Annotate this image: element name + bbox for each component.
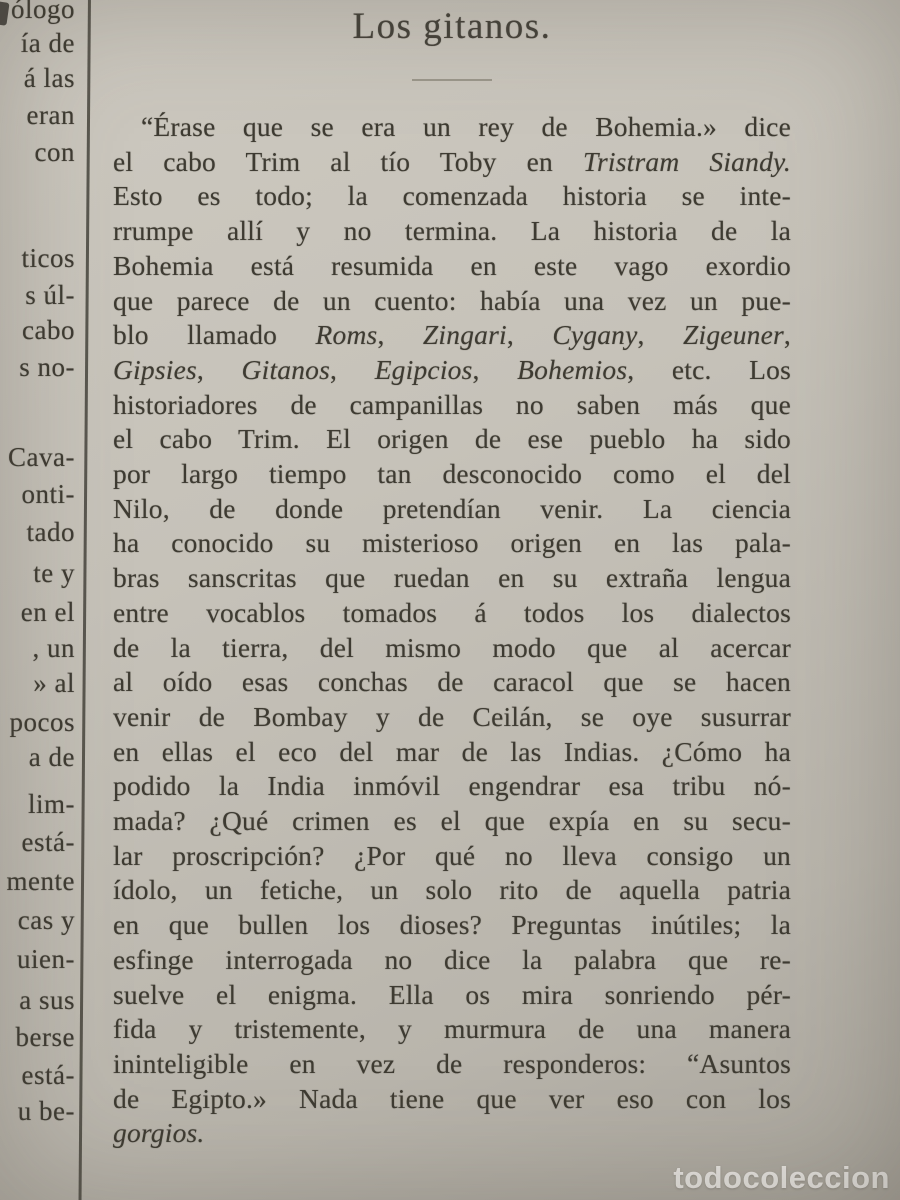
- left-column-fragment: ticos: [21, 243, 75, 273]
- text-line: ha conocido su misterioso origen en las pala-: [113, 527, 791, 559]
- left-column-fragment: te y: [33, 558, 75, 588]
- page-title: Los gitanos.: [352, 6, 552, 47]
- left-column-fragment: s úl-: [25, 280, 75, 310]
- text-line: bras sanscritas que ruedan en su extraña lengua: [113, 562, 791, 594]
- text-line: historiadores de campanillas no saben más que: [113, 388, 791, 420]
- title-separator-rule: [412, 79, 492, 81]
- text-line: que parece de un cuento: había una vez un pue-: [113, 284, 791, 316]
- left-column-fragment: pocos: [9, 707, 75, 737]
- paragraph: [113, 110, 791, 1151]
- text-line: ininteligible en vez de responderos: “Asuntos: [113, 1047, 791, 1079]
- text-line: Esto es todo; la comenzada historia se inte-: [113, 180, 791, 212]
- text-line: el cabo Trim al tío Toby en Tristram Siandy.: [113, 145, 791, 177]
- left-column-fragment: Cava-: [8, 442, 75, 472]
- left-column-fragment: a de: [28, 742, 75, 772]
- left-column-fragment: berse: [15, 1022, 75, 1052]
- text-line: suelve el enigma. Ella os mira sonriendo pér-: [113, 978, 791, 1010]
- text-line: podido la India inmóvil engendrar esa tribu nó-: [113, 770, 791, 802]
- text-line: Bohemia está resumida en este vago exordio: [113, 249, 791, 281]
- left-column-fragment: cabo: [22, 315, 75, 345]
- text-line: rrumpe allí y no termina. La historia de la: [113, 215, 791, 247]
- left-column-fragment: uien-: [17, 944, 75, 974]
- text-line: fida y tristemente, y murmura de una manera: [113, 1013, 791, 1045]
- column-divider-rule: [78, 0, 91, 1200]
- text-line: el cabo Trim. El origen de ese pueblo ha sido: [113, 423, 791, 455]
- text-line: al oído esas conchas de caracol que se hacen: [113, 666, 791, 698]
- left-column-fragment: en el: [20, 597, 75, 627]
- left-column-fragment: cas y: [17, 905, 75, 935]
- text-line: venir de Bombay y de Ceilán, se oye susurrar: [113, 700, 791, 732]
- left-column-fragment: s no-: [19, 352, 75, 382]
- text-line: en ellas el eco del mar de las Indias. ¿Cómo ha: [113, 735, 791, 767]
- left-column-fragment: a sus: [19, 985, 75, 1015]
- left-column-fragment: está-: [21, 827, 75, 857]
- left-column-fragment: , un: [32, 633, 75, 663]
- text-line: Nilo, de donde pretendían venir. La ciencia: [113, 492, 791, 524]
- left-column-fragment: ía de: [20, 28, 75, 58]
- left-column-fragment: con: [34, 137, 75, 167]
- left-column-fragment: eran: [26, 100, 75, 130]
- text-line: de Egipto.» Nada tiene que ver eso con los: [113, 1082, 791, 1114]
- text-line: esfinge interrogada no dice la palabra que re-: [113, 943, 791, 975]
- clipped-letter-mark: [0, 1, 10, 26]
- text-line: Gipsies, Gitanos, Egipcios, Bohemios, etc. Los: [113, 353, 791, 385]
- text-line: en que bullen los dioses? Preguntas inútiles; la: [113, 909, 791, 941]
- text-line: por largo tiempo tan desconocido como el del: [113, 458, 791, 490]
- left-column-fragment: onti-: [21, 479, 75, 509]
- left-column-fragment: mente: [6, 866, 75, 896]
- text-line: mada? ¿Qué crimen es el que expía en su secu-: [113, 805, 791, 837]
- left-column-fragment: u be-: [17, 1096, 75, 1126]
- text-line: entre vocablos tomados á todos los dialectos: [113, 596, 791, 628]
- text-line: ídolo, un fetiche, un solo rito de aquella patria: [113, 874, 791, 906]
- main-column: [113, 0, 791, 1200]
- text-line: blo llamado Roms, Zingari, Cygany, Zigeuner,: [113, 319, 791, 351]
- left-column-fragment: ólogo: [10, 0, 75, 24]
- left-column-fragment: tado: [26, 517, 75, 547]
- left-column-fragment: está-: [21, 1060, 75, 1090]
- text-line: gorgios.: [113, 1117, 205, 1149]
- left-column-fragment: lim-: [28, 789, 75, 819]
- watermark-text: todocoleccion: [673, 1160, 890, 1195]
- text-line: “Érase que se era un rey de Bohemia.» dice: [141, 111, 791, 142]
- text-line: de la tierra, del mismo modo que al acercar: [113, 631, 791, 663]
- left-column-fragment: » al: [33, 668, 75, 698]
- left-column: [0, 0, 79, 1200]
- text-line: lar proscripción? ¿Por qué no lleva consigo un: [113, 839, 791, 871]
- left-column-fragment: á las: [23, 63, 75, 93]
